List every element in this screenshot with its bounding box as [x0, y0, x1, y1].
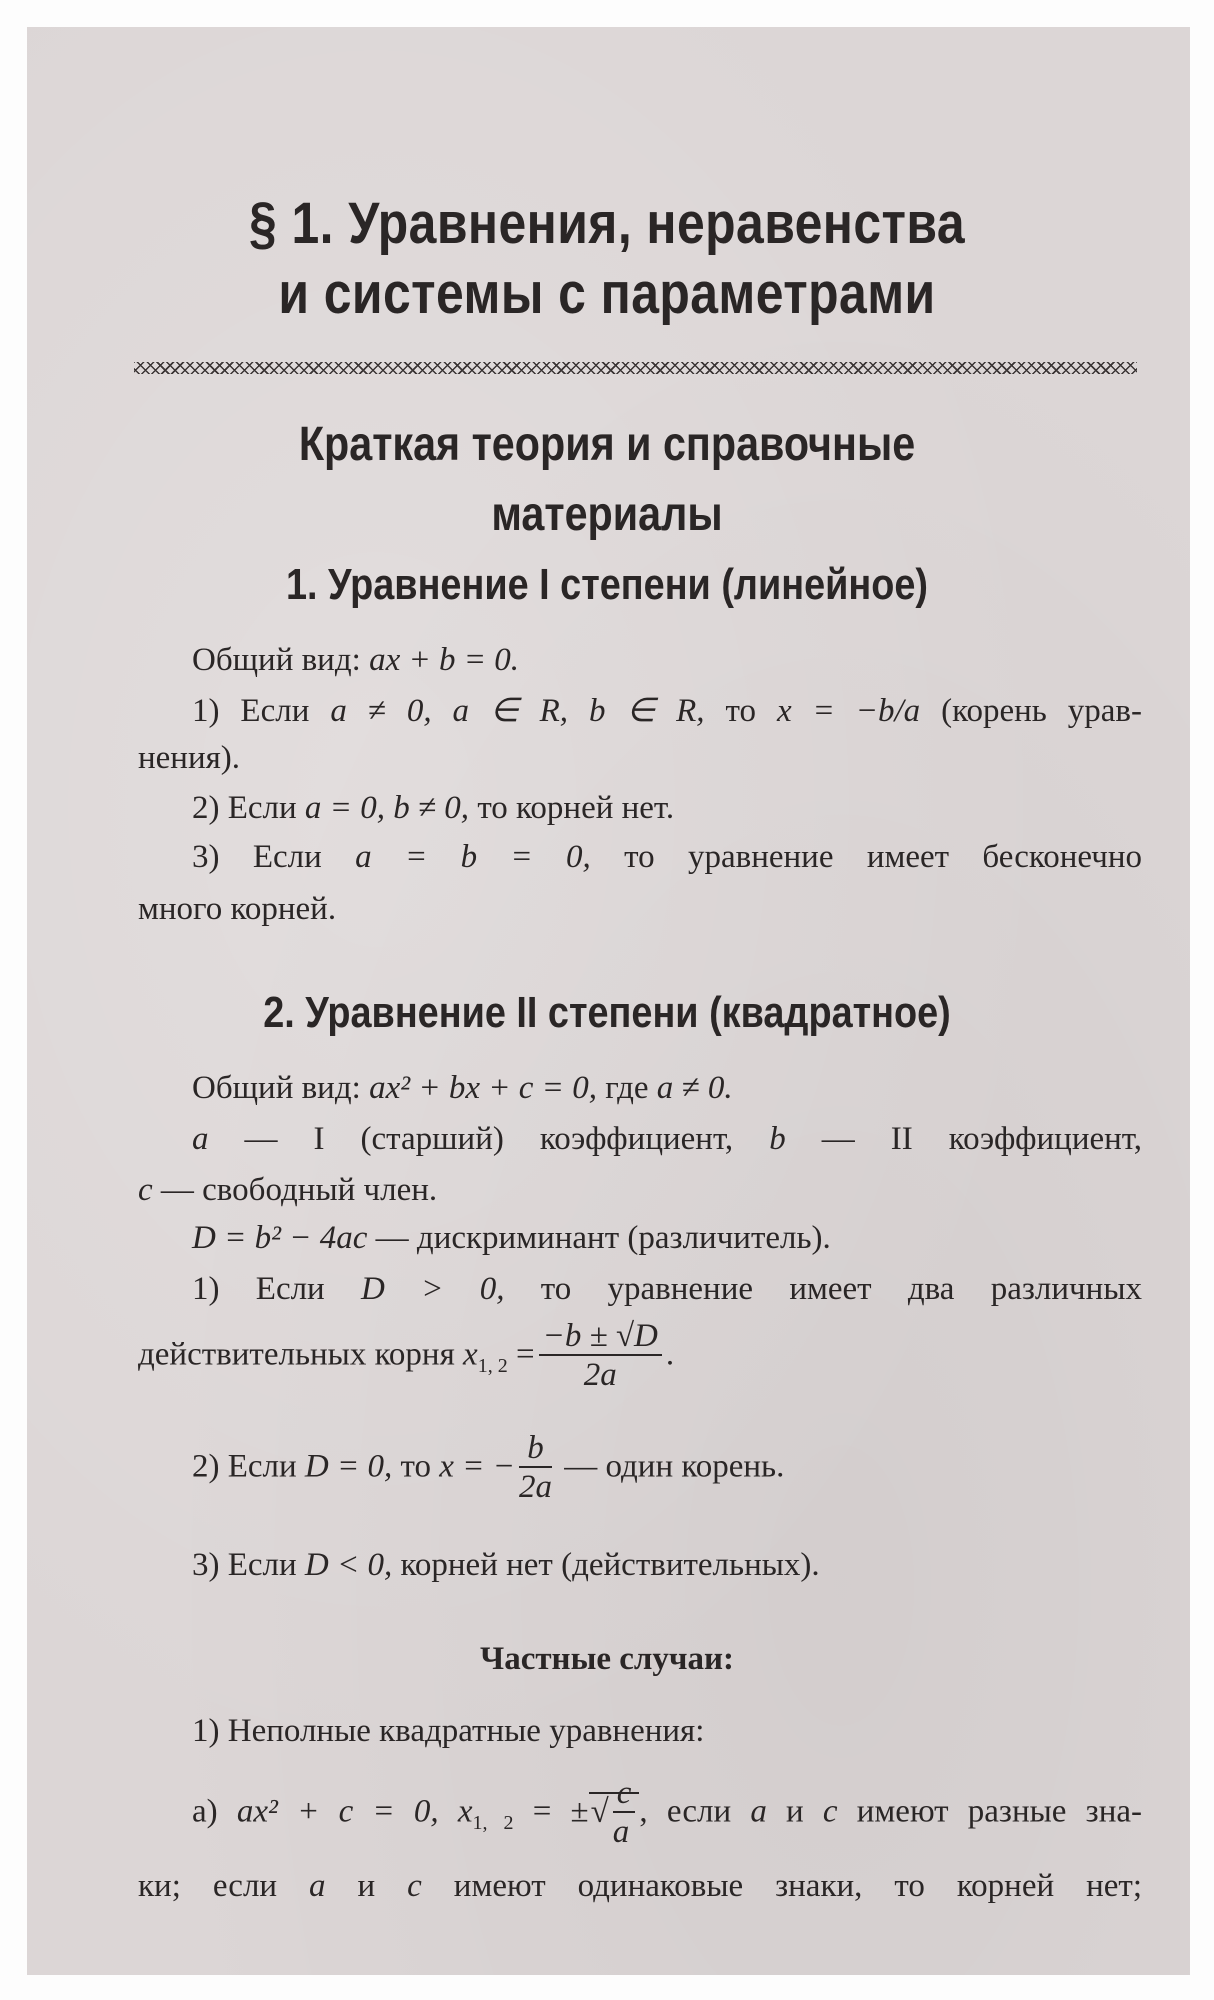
numerator: c [613, 1775, 636, 1813]
var: b [769, 1121, 786, 1157]
var: c [822, 1793, 838, 1830]
formula: a = b = 0, [355, 839, 591, 875]
text: то уравнение имеет бесконечно [590, 839, 1142, 875]
formula: a = 0, b ≠ 0, [304, 790, 470, 826]
special-case1: 1) Неполные квадратные уравнения: [192, 1713, 705, 1749]
formula: D = b² − 4ac [192, 1220, 368, 1256]
text: то уравнение имеет два различных [504, 1271, 1142, 1307]
numerator: b [519, 1430, 552, 1468]
denominator: a [612, 1814, 630, 1851]
roots-fraction [539, 1318, 662, 1396]
text: = [507, 1336, 535, 1373]
part1-case1 [192, 690, 1142, 730]
part2-discriminant [192, 1220, 831, 1257]
text: — дискриминант (различитель). [367, 1220, 831, 1256]
part2-case1-cont [138, 1318, 674, 1396]
text: и [325, 1868, 408, 1904]
part2-case2 [192, 1430, 784, 1508]
var: x [457, 1793, 473, 1830]
subscript: 1, 2 [477, 1355, 508, 1378]
formula: ax + b = 0. [369, 642, 519, 678]
subtitle-line1: Краткая теория и справочные [298, 418, 916, 471]
part2-case1 [192, 1271, 1142, 1308]
section-title-line1: § 1. Уравнения, неравенства [248, 191, 966, 256]
text: 1) Если [192, 1271, 362, 1307]
subscript: 1, 2 [472, 1812, 514, 1835]
part1-case3 [192, 839, 1142, 876]
text: то [392, 1448, 440, 1485]
text: — II коэффициент, [785, 1121, 1142, 1157]
sqrt: √ $\frac{c}{a}$ [589, 1792, 640, 1830]
text: (корень урав- [920, 693, 1142, 729]
special-cases-heading: Частные случаи: [479, 1641, 735, 1677]
part1-case2 [192, 790, 674, 827]
text: 2) Если [192, 1448, 305, 1485]
text: то корней нет. [469, 790, 675, 826]
formula: D > 0, [361, 1271, 505, 1307]
part2-heading: 2. Уравнение II степени (квадратное) [263, 988, 951, 1037]
part1-general [192, 642, 519, 679]
var: a [192, 1121, 209, 1157]
part1-case3-cont: много корней. [138, 891, 337, 927]
part2-case3 [192, 1547, 820, 1584]
subtitle-line2: материалы [491, 488, 723, 541]
text: , если [639, 1793, 751, 1830]
c-over-a-fraction [613, 1775, 636, 1853]
part2-free-term [138, 1172, 437, 1209]
formula: D < 0, [304, 1547, 393, 1583]
var: c [138, 1172, 153, 1208]
text: а) [192, 1793, 237, 1830]
text: = ± [513, 1793, 589, 1830]
text: 2) Если [192, 790, 305, 826]
ornamental-divider [134, 362, 1137, 374]
text: корней нет (действительных). [392, 1547, 820, 1583]
text: имеют одинаковые знаки, то корней нет; [421, 1868, 1143, 1904]
formula: D = 0, [304, 1448, 393, 1485]
part2-coefficients [192, 1121, 1142, 1158]
text: где [596, 1070, 657, 1106]
text: — I (старший) коэффициент, [208, 1121, 770, 1157]
formula: ax² + c = 0, [236, 1793, 458, 1830]
text: 3) Если [192, 839, 356, 875]
part1-case1-cont: нения). [138, 740, 241, 776]
part2-general [192, 1070, 733, 1107]
var: a [750, 1793, 767, 1830]
text: Общий вид: [192, 1070, 370, 1106]
formula: x = −b/a [776, 693, 921, 729]
formula: x = − [439, 1448, 515, 1485]
text: ки; если [138, 1868, 310, 1904]
text: и [766, 1793, 823, 1830]
denominator: 2a [518, 1469, 552, 1506]
var: c [407, 1868, 422, 1904]
formula: a ≠ 0. [656, 1070, 733, 1106]
root-fraction [519, 1430, 552, 1508]
var: x [463, 1336, 478, 1373]
text: 1) Если [192, 693, 331, 729]
text: действительных корня [138, 1336, 464, 1373]
label: Общий вид: [192, 642, 370, 678]
section-title-line2: и системы с параметрами [278, 261, 936, 326]
denominator: 2a [583, 1357, 617, 1394]
text: — свободный член. [152, 1172, 438, 1208]
text: — один корень. [555, 1448, 785, 1485]
text: 3) Если [192, 1547, 305, 1583]
part1-heading: 1. Уравнение I степени (линейное) [285, 560, 929, 609]
formula: a ≠ 0, a ∈ R, b ∈ R, [330, 693, 705, 729]
var: a [309, 1868, 326, 1904]
numerator: −b ± √D [539, 1318, 662, 1356]
special-case-a [192, 1775, 1142, 1853]
special-case-a-cont [138, 1868, 1142, 1905]
text: . [665, 1336, 675, 1373]
text: то [704, 693, 777, 729]
text: имеют разные зна- [837, 1793, 1142, 1830]
formula: ax² + bx + c = 0, [369, 1070, 597, 1106]
